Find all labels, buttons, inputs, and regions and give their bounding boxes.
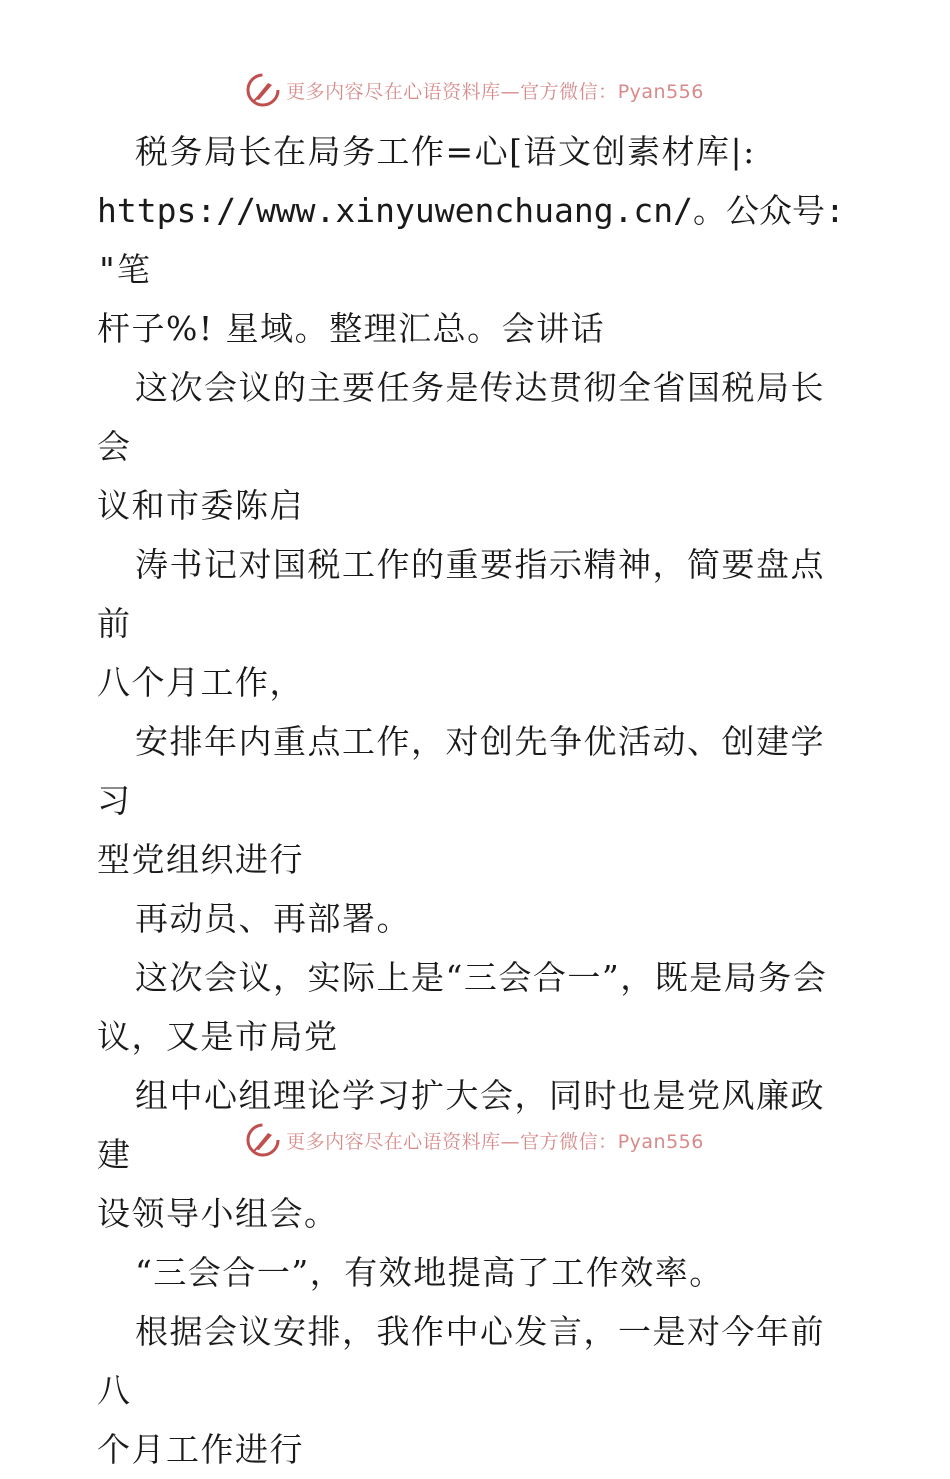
watermark-handle: Pyan556 xyxy=(617,1130,704,1153)
watermark-label: 官方微信： xyxy=(520,80,618,103)
doc-line: “三会合一”，有效地提高了工作效率。 xyxy=(135,1253,724,1292)
watermark-brand: 更多内容尽在心语资料库 xyxy=(286,80,501,103)
watermark-handle: Pyan556 xyxy=(617,80,704,103)
doc-line: 杆子%! 星域。整理汇总。会讲话 xyxy=(97,309,606,348)
doc-line: 安排年内重点工作，对创先争优活动、创建学习 xyxy=(97,722,825,820)
doc-line: 议，又是市局党 xyxy=(97,1017,339,1056)
watermark-text xyxy=(286,1127,704,1154)
doc-line: 组中心组理论学习扩大会，同时也是党风廉政建 xyxy=(97,1076,825,1174)
doc-line: 这次会议，实际上是“三会合一”，既是局务会 xyxy=(135,958,828,997)
watermark-dash: — xyxy=(500,1130,521,1153)
doc-line: https://www.xinyuwenchuang.cn/。公众号: "笔 xyxy=(97,191,845,289)
doc-line: 税务局长在局务工作=心[语文创素材库|: xyxy=(135,132,756,171)
footer-watermark xyxy=(0,1120,950,1160)
doc-line: 根据会议安排，我作中心发言，一是对今年前八 xyxy=(97,1312,825,1410)
doc-line: 个月工作进行 xyxy=(97,1430,304,1469)
doc-line: 这次会议的主要任务是传达贯彻全省国税局长会 xyxy=(97,368,825,466)
watermark-brand: 更多内容尽在心语资料库 xyxy=(286,1130,501,1153)
quill-pen-logo-icon xyxy=(246,1123,280,1157)
header-watermark xyxy=(0,70,950,110)
doc-line: 设领导小组会。 xyxy=(97,1194,339,1233)
doc-line: 再动员、再部署。 xyxy=(135,899,411,938)
watermark-text xyxy=(286,77,704,104)
doc-line: 八个月工作， xyxy=(97,663,304,702)
watermark-label: 官方微信： xyxy=(520,1130,618,1153)
doc-line: 型党组织进行 xyxy=(97,840,304,879)
doc-line: 涛书记对国税工作的重要指示精神，简要盘点前 xyxy=(97,545,825,643)
document-body xyxy=(97,122,857,1479)
doc-line: 议和市委陈启 xyxy=(97,486,304,525)
quill-pen-logo-icon xyxy=(246,73,280,107)
watermark-dash: — xyxy=(500,80,521,103)
